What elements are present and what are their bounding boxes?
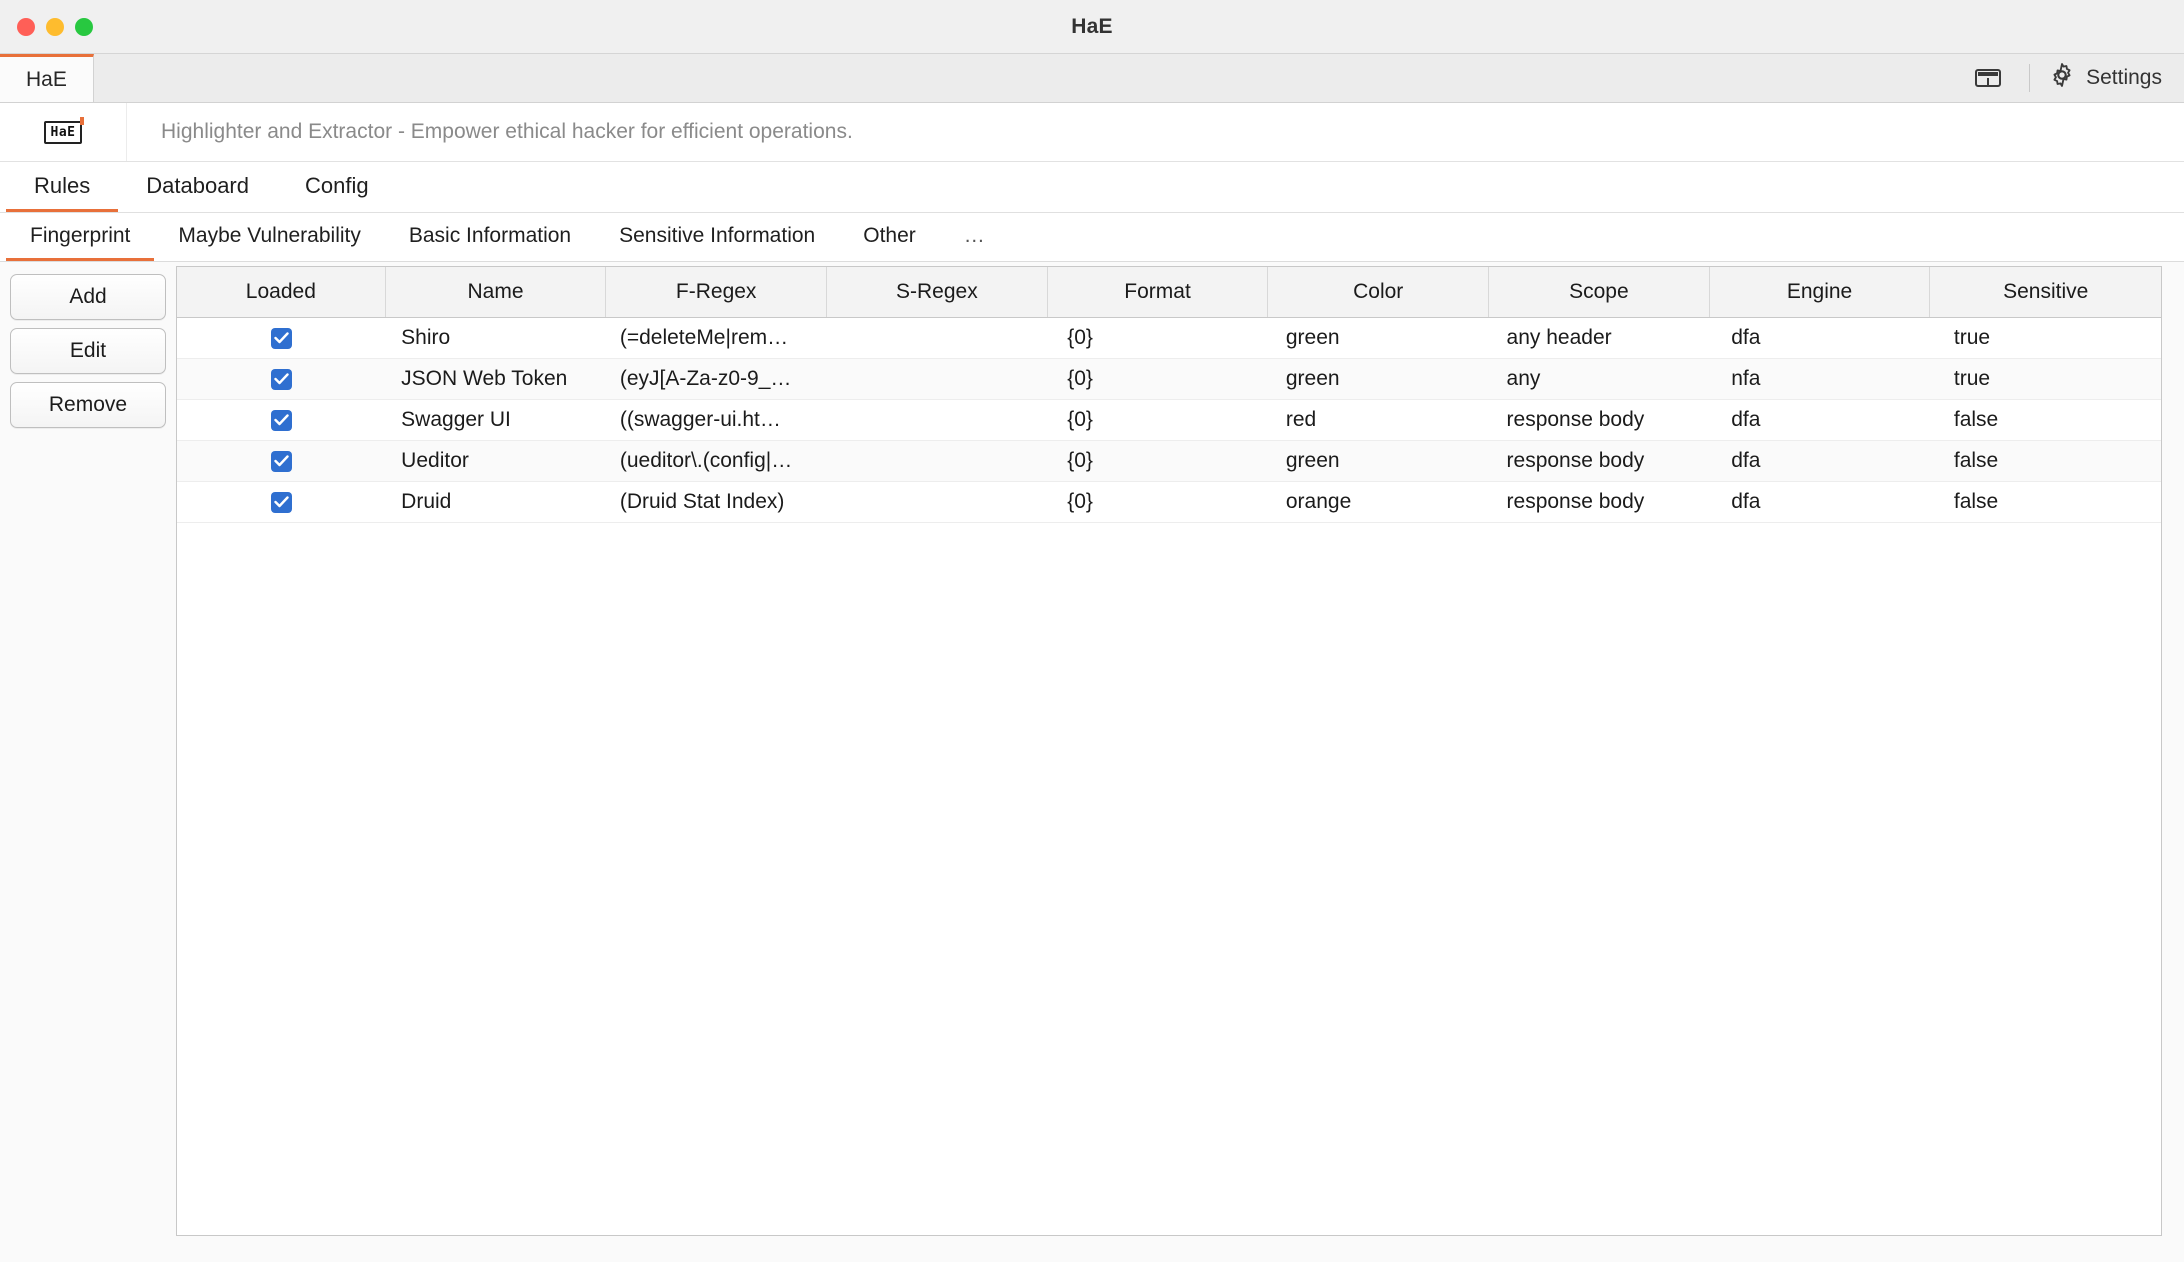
tab-basic-information[interactable]: Basic Information [408,223,572,247]
row-format: {0} [1047,318,1268,359]
row-format: {0} [1047,400,1268,441]
row-engine: nfa [1709,359,1930,400]
row-scope: any header [1489,318,1710,359]
row-format: {0} [1047,359,1268,400]
row-format: {0} [1047,482,1268,523]
tab-sensitive-information[interactable]: Sensitive Information [619,223,816,247]
settings-button[interactable] [2036,61,2162,95]
column-header-format[interactable]: Format [1047,267,1268,318]
row-name: Druid [385,482,606,523]
extension-banner [0,103,2184,162]
row-sensitive: false [1930,441,2161,482]
table-row[interactable] [177,482,2161,523]
row-f-regex: (eyJ[A-Za-z0-9_… [606,359,827,400]
column-header-color[interactable]: Color [1268,267,1489,318]
row-sensitive: false [1930,400,2161,441]
title-bar [0,0,2184,54]
column-header-scope[interactable]: Scope [1489,267,1710,318]
table-header-row [177,267,2161,318]
row-engine: dfa [1709,318,1930,359]
tab-overflow[interactable]: … [963,223,987,247]
table-empty-space [177,523,2161,1235]
row-color: green [1268,359,1489,400]
row-s-regex [827,441,1048,482]
tab-other[interactable]: Other [863,223,916,247]
banner-tagline: Highlighter and Extractor - Empower ethical hacker for efficient operations. [161,120,853,143]
column-header-loaded[interactable]: Loaded [177,267,385,318]
column-header-s-regex[interactable]: S-Regex [827,267,1048,318]
hae-logo [0,103,127,161]
rule-group-tab-bar [0,213,2184,262]
remove-button[interactable]: Remove [10,382,166,428]
row-s-regex [827,482,1048,523]
row-format: {0} [1047,441,1268,482]
row-scope: response body [1489,482,1710,523]
checkbox-checked-icon[interactable] [271,328,292,349]
rules-panel [0,262,2184,1262]
row-sensitive: true [1930,359,2161,400]
row-loaded-checkbox[interactable] [177,441,385,482]
column-header-engine[interactable]: Engine [1709,267,1930,318]
column-header-name[interactable]: Name [385,267,606,318]
tab-maybe-vulnerability[interactable]: Maybe Vulnerability [178,223,361,247]
row-loaded-checkbox[interactable] [177,482,385,523]
row-scope: any [1489,359,1710,400]
column-header-f-regex[interactable]: F-Regex [606,267,827,318]
rules-table-body [177,318,2161,523]
row-engine: dfa [1709,400,1930,441]
row-s-regex [827,359,1048,400]
row-name: Ueditor [385,441,606,482]
checkbox-checked-icon[interactable] [271,451,292,472]
window-title: HaE [1071,14,1113,38]
row-loaded-checkbox[interactable] [177,400,385,441]
table-row[interactable] [177,359,2161,400]
row-loaded-checkbox[interactable] [177,359,385,400]
grid-icon[interactable] [1953,54,2023,102]
tab-rules[interactable]: Rules [6,162,118,212]
checkbox-checked-icon[interactable] [271,492,292,513]
rules-table-container [176,266,2162,1236]
extension-tab-strip [0,54,2184,103]
row-name: Swagger UI [385,400,606,441]
edit-button[interactable]: Edit [10,328,166,374]
tab-databoard[interactable]: Databoard [146,172,249,198]
row-color: red [1268,400,1489,441]
table-row[interactable] [177,400,2161,441]
rules-table [177,267,2161,523]
row-sensitive: true [1930,318,2161,359]
tab-hae[interactable]: HaE [0,54,94,102]
tab-strip-actions [1953,54,2184,102]
row-scope: response body [1489,441,1710,482]
row-loaded-checkbox[interactable] [177,318,385,359]
rule-actions [0,262,176,1262]
checkbox-checked-icon[interactable] [271,369,292,390]
row-name: JSON Web Token [385,359,606,400]
hae-logo-glyph: HaE [44,121,83,144]
row-engine: dfa [1709,482,1930,523]
row-color: green [1268,318,1489,359]
row-f-regex: (=deleteMe|rem… [606,318,827,359]
row-sensitive: false [1930,482,2161,523]
toolbar-divider [2029,64,2030,92]
row-s-regex [827,318,1048,359]
row-f-regex: (Druid Stat Index) [606,482,827,523]
table-row[interactable] [177,318,2161,359]
row-s-regex [827,400,1048,441]
column-header-sensitive[interactable]: Sensitive [1930,267,2161,318]
row-name: Shiro [385,318,606,359]
table-row[interactable] [177,441,2161,482]
row-scope: response body [1489,400,1710,441]
row-color: green [1268,441,1489,482]
row-f-regex: (ueditor\.(config|… [606,441,827,482]
tab-config[interactable]: Config [305,172,369,198]
row-color: orange [1268,482,1489,523]
checkbox-checked-icon[interactable] [271,410,292,431]
gear-icon [2048,61,2076,95]
primary-tab-bar [0,162,2184,213]
tab-fingerprint[interactable]: Fingerprint [6,213,154,261]
add-button[interactable]: Add [10,274,166,320]
row-engine: dfa [1709,441,1930,482]
settings-label: Settings [2086,66,2162,89]
row-f-regex: ((swagger-ui.ht… [606,400,827,441]
